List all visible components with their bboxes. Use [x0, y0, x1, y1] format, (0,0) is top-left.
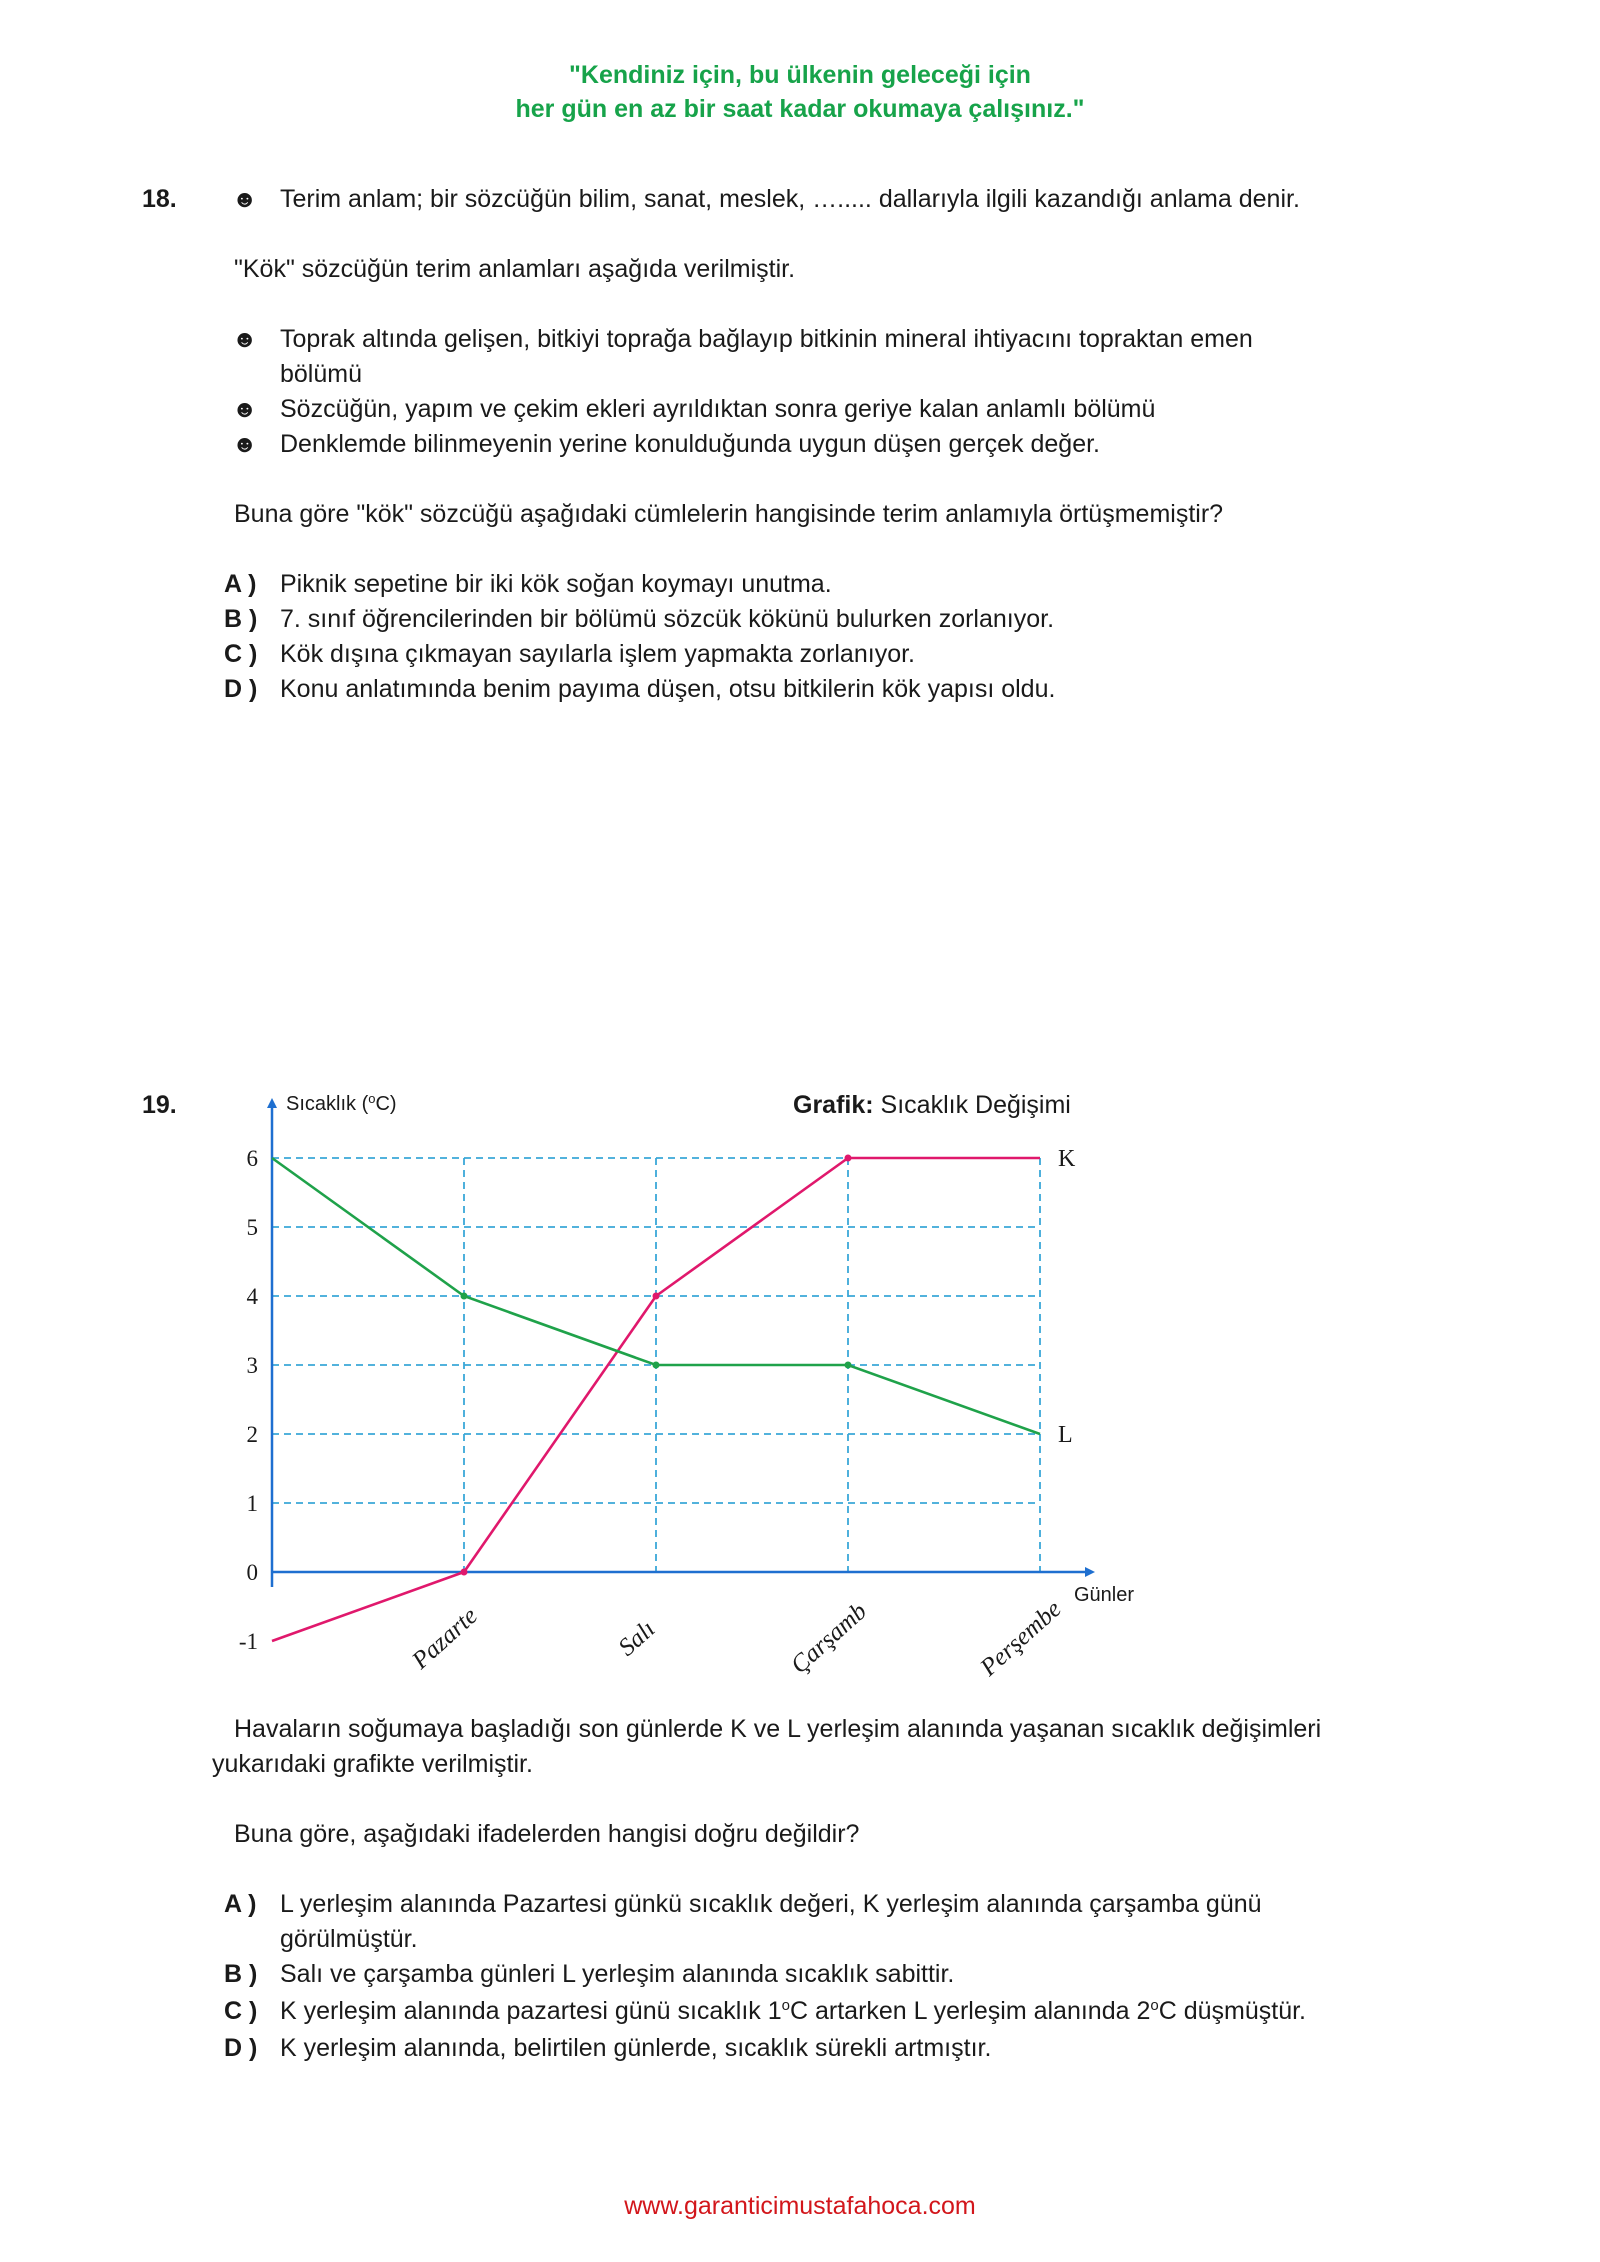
- bullet-icon: ☻: [232, 431, 258, 458]
- series-point-L: [653, 1362, 660, 1369]
- q19-question: Buna göre, aşağıdaki ifadelerden hangisi doğru değildir?: [234, 1820, 860, 1848]
- y-tick-label: 1: [246, 1491, 258, 1516]
- q19-para-line-2: yukarıdaki grafikte verilmiştir.: [212, 1750, 533, 1778]
- series-point-K: [845, 1155, 852, 1162]
- q19-option-a-label[interactable]: A ): [224, 1890, 257, 1918]
- series-point-L: [845, 1362, 852, 1369]
- y-tick-label: -1: [238, 1629, 258, 1654]
- chart-axes: [272, 1103, 1090, 1587]
- q18-meaning-3: Denklemde bilinmeyenin yerine konulduğunda uygun düşen gerçek değer.: [280, 430, 1100, 458]
- q18-option-a-text[interactable]: Piknik sepetine bir iki kök soğan koymayı unutma.: [280, 570, 832, 598]
- x-tick-labels: [406, 1595, 1066, 1682]
- q18-meaning-1: Toprak altında gelişen, bitkiyi toprağa bağlayıp bitkinin mineral ihtiyacını topraktan emen: [280, 325, 1253, 353]
- q18-option-c-label[interactable]: C ): [224, 640, 258, 668]
- q19-option-b-text[interactable]: Salı ve çarşamba günleri L yerleşim alanında sıcaklık sabittir.: [280, 1960, 955, 1988]
- motto-line-1: "Kendiniz için, bu ülkenin geleceği için: [569, 61, 1031, 89]
- y-tick-label: 6: [246, 1146, 258, 1171]
- series-point-K: [653, 1293, 660, 1300]
- q19-option-c-label[interactable]: C ): [224, 1997, 258, 2025]
- q18-option-c-text[interactable]: Kök dışına çıkmayan sayılarla işlem yapmakta zorlanıyor.: [280, 640, 915, 668]
- q19-option-a-text[interactable]: L yerleşim alanında Pazartesi günkü sıcaklık değeri, K yerleşim alanında çarşamba günü: [280, 1890, 1262, 1918]
- series-label-K: K: [1058, 1146, 1076, 1172]
- x-tick-label: Perşembe: [975, 1595, 1067, 1682]
- x-tick-label: Çarşamb: [785, 1597, 873, 1680]
- bullet-icon: ☻: [232, 326, 258, 353]
- series-point-K: [461, 1569, 468, 1576]
- q19-option-c-text[interactable]: K yerleşim alanında pazartesi günü sıcaklık 1$^o$C artarken L yerleşim alanında 2$^o$C düşmüştür.: [280, 1997, 1306, 2025]
- q18-option-d-label[interactable]: D ): [224, 675, 258, 703]
- x-tick-label: Pazarte: [407, 1602, 483, 1675]
- y-axis-label: Sıcaklık ($^o$C): [286, 1091, 397, 1115]
- series-point-L: [461, 1293, 468, 1300]
- q19-option-a-text-cont[interactable]: görülmüştür.: [280, 1925, 418, 1953]
- series-label-L: L: [1058, 1422, 1073, 1448]
- q18-option-d-text[interactable]: Konu anlatımında benim payıma düşen, otsu bitkilerin kök yapısı oldu.: [280, 675, 1056, 703]
- q19-option-d-text[interactable]: K yerleşim alanında, belirtilen günlerde, sıcaklık sürekli artmıştır.: [280, 2034, 992, 2062]
- q19-option-b-label[interactable]: B ): [224, 1960, 258, 1988]
- q18-option-b-label[interactable]: B ): [224, 605, 258, 633]
- graph-title-rest: Sıcaklık Değişimi: [873, 1091, 1071, 1119]
- graph-title-bold: Grafik:: [793, 1091, 874, 1119]
- q18-meaning-1-cont: bölümü: [280, 360, 362, 388]
- q18-option-a-label[interactable]: A ): [224, 570, 257, 598]
- y-tick-label: 3: [246, 1353, 258, 1378]
- y-tick-label: 0: [246, 1560, 258, 1585]
- q19-option-d-label[interactable]: D ): [224, 2034, 258, 2062]
- x-axis-label: Günler: [1074, 1584, 1135, 1606]
- question-18-number: 18.: [142, 185, 177, 213]
- question-19-number: 19.: [142, 1091, 177, 1119]
- q18-lead: "Kök" sözcüğün terim anlamları aşağıda verilmiştir.: [234, 255, 796, 283]
- y-tick-label: 5: [246, 1215, 258, 1240]
- bullet-icon: ☻: [232, 186, 258, 213]
- y-tick-label: 4: [246, 1284, 258, 1309]
- y-tick-labels: [239, 1146, 259, 1654]
- x-tick-label: Salı: [613, 1615, 661, 1662]
- q18-meaning-2: Sözcüğün, yapım ve çekim ekleri ayrıldıktan sonra geriye kalan anlamlı bölümü: [280, 395, 1156, 423]
- bullet-icon: ☻: [232, 396, 258, 423]
- q18-question: Buna göre "kök" sözcüğü aşağıdaki cümlelerin hangisinde terim anlamıyla örtüşmemiştir?: [234, 500, 1224, 528]
- y-tick-label: 2: [246, 1422, 258, 1447]
- q18-intro: Terim anlam; bir sözcüğün bilim, sanat, meslek, …..... dallarıyla ilgili kazandığı anlama denir.: [280, 185, 1300, 213]
- q18-option-b-text[interactable]: 7. sınıf öğrencilerinden bir bölümü sözcük kökünü bulurken zorlanıyor.: [280, 605, 1055, 633]
- chart-series: [272, 1146, 1076, 1641]
- q19-para-line-1: Havaların soğumaya başladığı son günlerde K ve L yerleşim alanında yaşanan sıcaklık değişimleri: [234, 1715, 1322, 1743]
- motto-line-2: her gün en az bir saat kadar okumaya çalışınız.": [515, 95, 1085, 123]
- footer-url[interactable]: www.garanticimustafahoca.com: [624, 2192, 976, 2220]
